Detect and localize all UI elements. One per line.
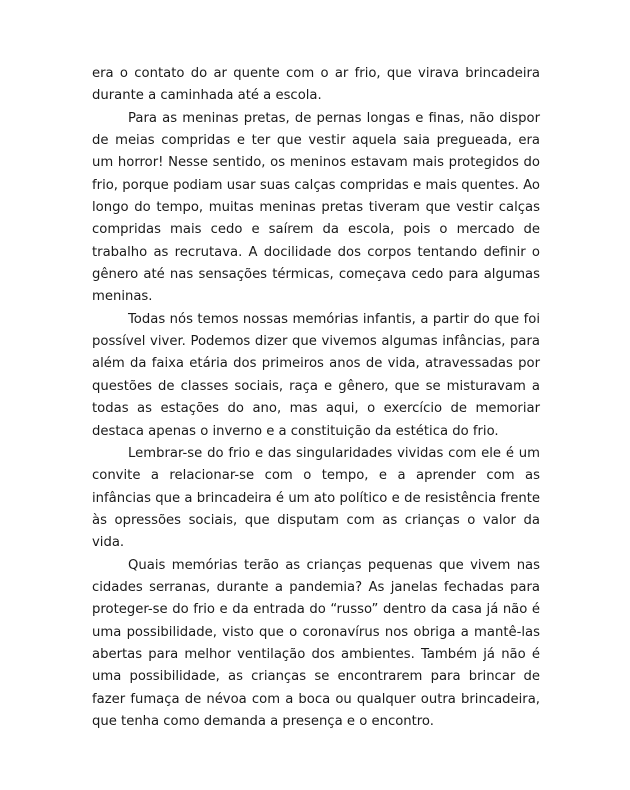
paragraph-pandemia: Quais memórias terão as crianças pequenas que vivem nas cidades serranas, durante a pandemia? As janelas fechadas para proteger-se do frio e da entrada do “russo” dentro da casa já não é uma possibilidade, visto que o coronavírus nos obriga a mantê-las abertas para melhor ventilação dos ambientes. Também já não é uma possibilidade, as crianças se encontrarem para brincar de fazer fumaça de névoa com a boca ou qualquer outra brincadeira, que tenha como demanda a presença e o encontro.	[92, 557, 540, 729]
paragraph-meninas-pretas: Para as meninas pretas, de pernas longas e finas, não dispor de meias compridas e ter que vestir aquela saia pregueada, era um horror! Nesse sentido, os meninos estavam mais protegidos do frio, porque podiam usar suas calças compridas e mais quentes. Ao longo do tempo, muitas meninas pretas tiveram que vestir calças compridas mais cedo e saírem da escola, pois o mercado de trabalho as recrutava. A docilidade dos corpos tentando definir o gênero até nas sensações térmicas, começava cedo para algumas meninas.	[92, 110, 540, 305]
paragraph-continuation: era o contato do ar quente com o ar frio, que virava brincadeira durante a caminhada até a escola.	[92, 66, 540, 104]
body-text	[92, 63, 540, 733]
paragraph-memorias-infantis: Todas nós temos nossas memórias infantis, a partir do que foi possível viver. Podemos dizer que vivemos algumas infâncias, para além da faixa etária dos primeiros anos de vida, atravessadas por questões de classes sociais, raça e gênero, que se misturavam a todas as estações do ano, mas aqui, o exercício de memoriar destaca apenas o inverno e a constituição da estética do frio.	[92, 311, 540, 439]
paragraph-lembrar-frio: Lembrar-se do frio e das singularidades vividas com ele é um convite a relacionar-se com o tempo, e a aprender com as infâncias que a brincadeira é um ato político e de resistência frente às opressões sociais, que disputam com as crianças o valor da vida.	[92, 445, 540, 551]
